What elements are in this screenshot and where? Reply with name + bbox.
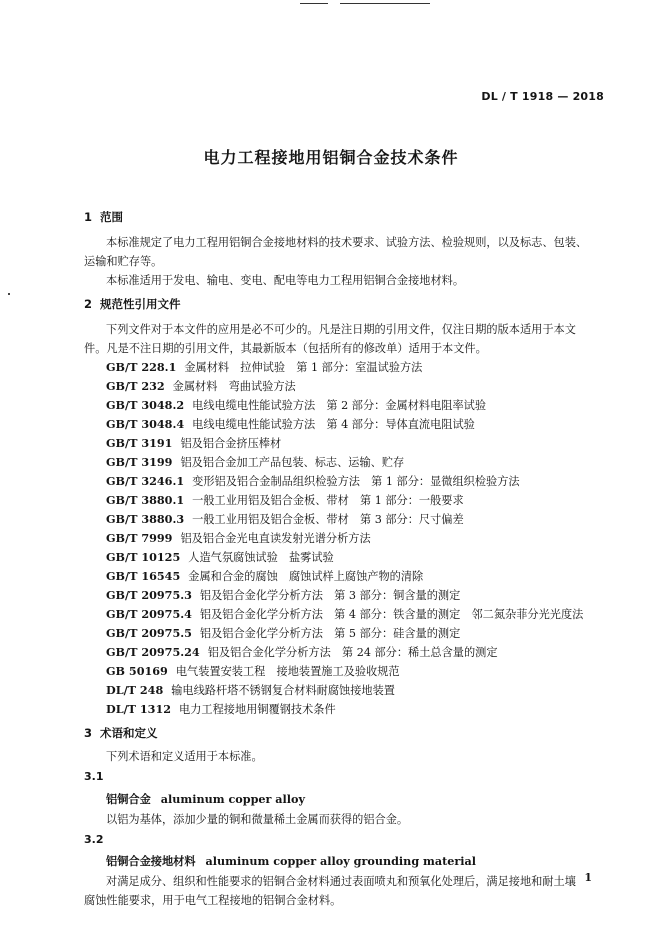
scan-margin-mark — [8, 293, 10, 295]
reference-item — [106, 416, 475, 432]
reference-code: GB/T 3246.1 — [106, 474, 185, 488]
scan-edge-line — [300, 3, 328, 4]
reference-item — [106, 454, 404, 470]
reference-title: 变形铝及铝合金制品组织检验方法 第 1 部分：显微组织检验方法 — [192, 475, 520, 488]
term-en: aluminum copper alloy — [160, 792, 306, 806]
term-heading — [106, 791, 305, 807]
reference-item — [106, 378, 296, 394]
reference-code: GB/T 20975.24 — [106, 645, 200, 659]
page-number: 1 — [584, 871, 592, 884]
reference-item — [106, 625, 460, 641]
reference-item — [106, 511, 464, 527]
term-definition: 以铝为基体，添加少量的铜和微量稀土金属而获得的铝合金。 — [106, 813, 409, 826]
section-heading-scope — [84, 209, 123, 225]
reference-item — [106, 644, 498, 660]
reference-code: GB/T 3880.3 — [106, 512, 185, 526]
reference-item — [106, 568, 423, 584]
reference-title: 铝及铝合金化学分析方法 第 3 部分：铜含量的测定 — [199, 589, 461, 602]
reference-title: 金属和合金的腐蚀 腐蚀试样上腐蚀产物的清除 — [188, 570, 424, 583]
reference-code: GB/T 10125 — [106, 550, 181, 564]
reference-title: 电线电缆电性能试验方法 第 2 部分：金属材料电阻率试验 — [192, 399, 487, 412]
reference-code: GB/T 228.1 — [106, 360, 177, 374]
reference-title: 人造气氛腐蚀试验 盐雾试验 — [188, 551, 334, 564]
reference-title: 一般工业用铝及铝合金板、带材 第 3 部分：尺寸偏差 — [192, 513, 464, 526]
reference-code: GB 50169 — [106, 664, 168, 678]
references-intro-paragraph: 下列文件对于本文件的应用是必不可少的。凡是注日期的引用文件，仅注日期的版本适用于本文件。凡是不注日期的引用文件，其最新版本（包括所有的修改单）适用于本文件。 — [84, 323, 576, 355]
reference-item — [106, 473, 520, 489]
section-heading-terms-definitions — [84, 725, 158, 741]
terms-intro-paragraph: 下列术语和定义适用于本标准。 — [106, 750, 263, 763]
term-heading — [106, 853, 476, 869]
reference-item — [106, 397, 486, 413]
reference-title: 铝及铝合金化学分析方法 第 24 部分：稀土总含量的测定 — [207, 646, 498, 659]
term-zh: 铝铜合金 — [106, 792, 151, 806]
reference-title: 铝及铝合金光电直读发射光谱分析方法 — [180, 532, 371, 545]
section-number: 3 — [84, 726, 93, 740]
reference-code: GB/T 3048.2 — [106, 398, 185, 412]
section-title: 范围 — [100, 210, 123, 224]
reference-title: 电力工程接地用铜覆钢技术条件 — [179, 703, 336, 716]
scope-applicability-paragraph: 本标准适用于发电、输电、变电、配电等电力工程用铝铜合金接地材料。 — [106, 274, 465, 287]
reference-code: GB/T 7999 — [106, 531, 173, 545]
reference-item — [106, 587, 460, 603]
reference-code: GB/T 232 — [106, 379, 165, 393]
section-title: 规范性引用文件 — [100, 297, 181, 311]
document-title: 电力工程接地用铝铜合金技术条件 — [203, 148, 459, 167]
reference-code: GB/T 20975.5 — [106, 626, 192, 640]
reference-item — [106, 701, 336, 717]
reference-item — [106, 606, 583, 622]
term-definition: 对满足成分、组织和性能要求的铝铜合金材料通过表面喷丸和预氧化处理后，满足接地和耐土壤腐蚀性能要求，用于电气工程接地的铝铜合金材料。 — [84, 875, 576, 907]
reference-title: 电气装置安装工程 接地装置施工及验收规范 — [175, 665, 400, 678]
section-heading-normative-references — [84, 296, 181, 312]
scan-edge-line — [340, 3, 430, 4]
section-number: 2 — [84, 297, 93, 311]
reference-code: DL/T 248 — [106, 683, 164, 697]
reference-title: 铝及铝合金化学分析方法 第 4 部分：铁含量的测定 邻二氮杂菲分光光度法 — [199, 608, 584, 621]
reference-item — [106, 359, 422, 375]
reference-item — [106, 492, 464, 508]
term-zh: 铝铜合金接地材料 — [106, 854, 196, 868]
reference-code: DL/T 1312 — [106, 702, 172, 716]
reference-title: 金属材料 弯曲试验方法 — [172, 380, 296, 393]
reference-code: GB/T 16545 — [106, 569, 181, 583]
reference-item — [106, 663, 400, 679]
reference-title: 铝及铝合金挤压棒材 — [180, 437, 282, 450]
section-title: 术语和定义 — [100, 726, 158, 740]
reference-title: 一般工业用铝及铝合金板、带材 第 1 部分：一般要求 — [192, 494, 464, 507]
term-number: 3.1 — [84, 770, 104, 783]
reference-item — [106, 435, 281, 451]
reference-title: 铝及铝合金化学分析方法 第 5 部分：硅含量的测定 — [199, 627, 461, 640]
reference-title: 电线电缆电性能试验方法 第 4 部分：导体直流电阻试验 — [192, 418, 475, 431]
reference-code: GB/T 3191 — [106, 436, 173, 450]
reference-item — [106, 530, 371, 546]
reference-item — [106, 682, 395, 698]
reference-code: GB/T 20975.3 — [106, 588, 192, 602]
reference-code: GB/T 3880.1 — [106, 493, 185, 507]
reference-code: GB/T 20975.4 — [106, 607, 192, 621]
term-en: aluminum copper alloy grounding material — [205, 854, 477, 868]
reference-title: 铝及铝合金加工产品包装、标志、运输、贮存 — [180, 456, 405, 469]
reference-title: 输电线路杆塔不锈钢复合材料耐腐蚀接地装置 — [171, 684, 395, 697]
scope-paragraph: 本标准规定了电力工程用铝铜合金接地材料的技术要求、试验方法、检验规则，以及标志、包装、运输和贮存等。 — [84, 236, 588, 268]
term-number: 3.2 — [84, 833, 104, 846]
reference-code: GB/T 3199 — [106, 455, 173, 469]
standard-code: DL / T 1918 — 2018 — [481, 90, 604, 103]
section-number: 1 — [84, 210, 93, 224]
reference-code: GB/T 3048.4 — [106, 417, 185, 431]
reference-title: 金属材料 拉伸试验 第 1 部分：室温试验方法 — [184, 361, 423, 374]
reference-item — [106, 549, 334, 565]
